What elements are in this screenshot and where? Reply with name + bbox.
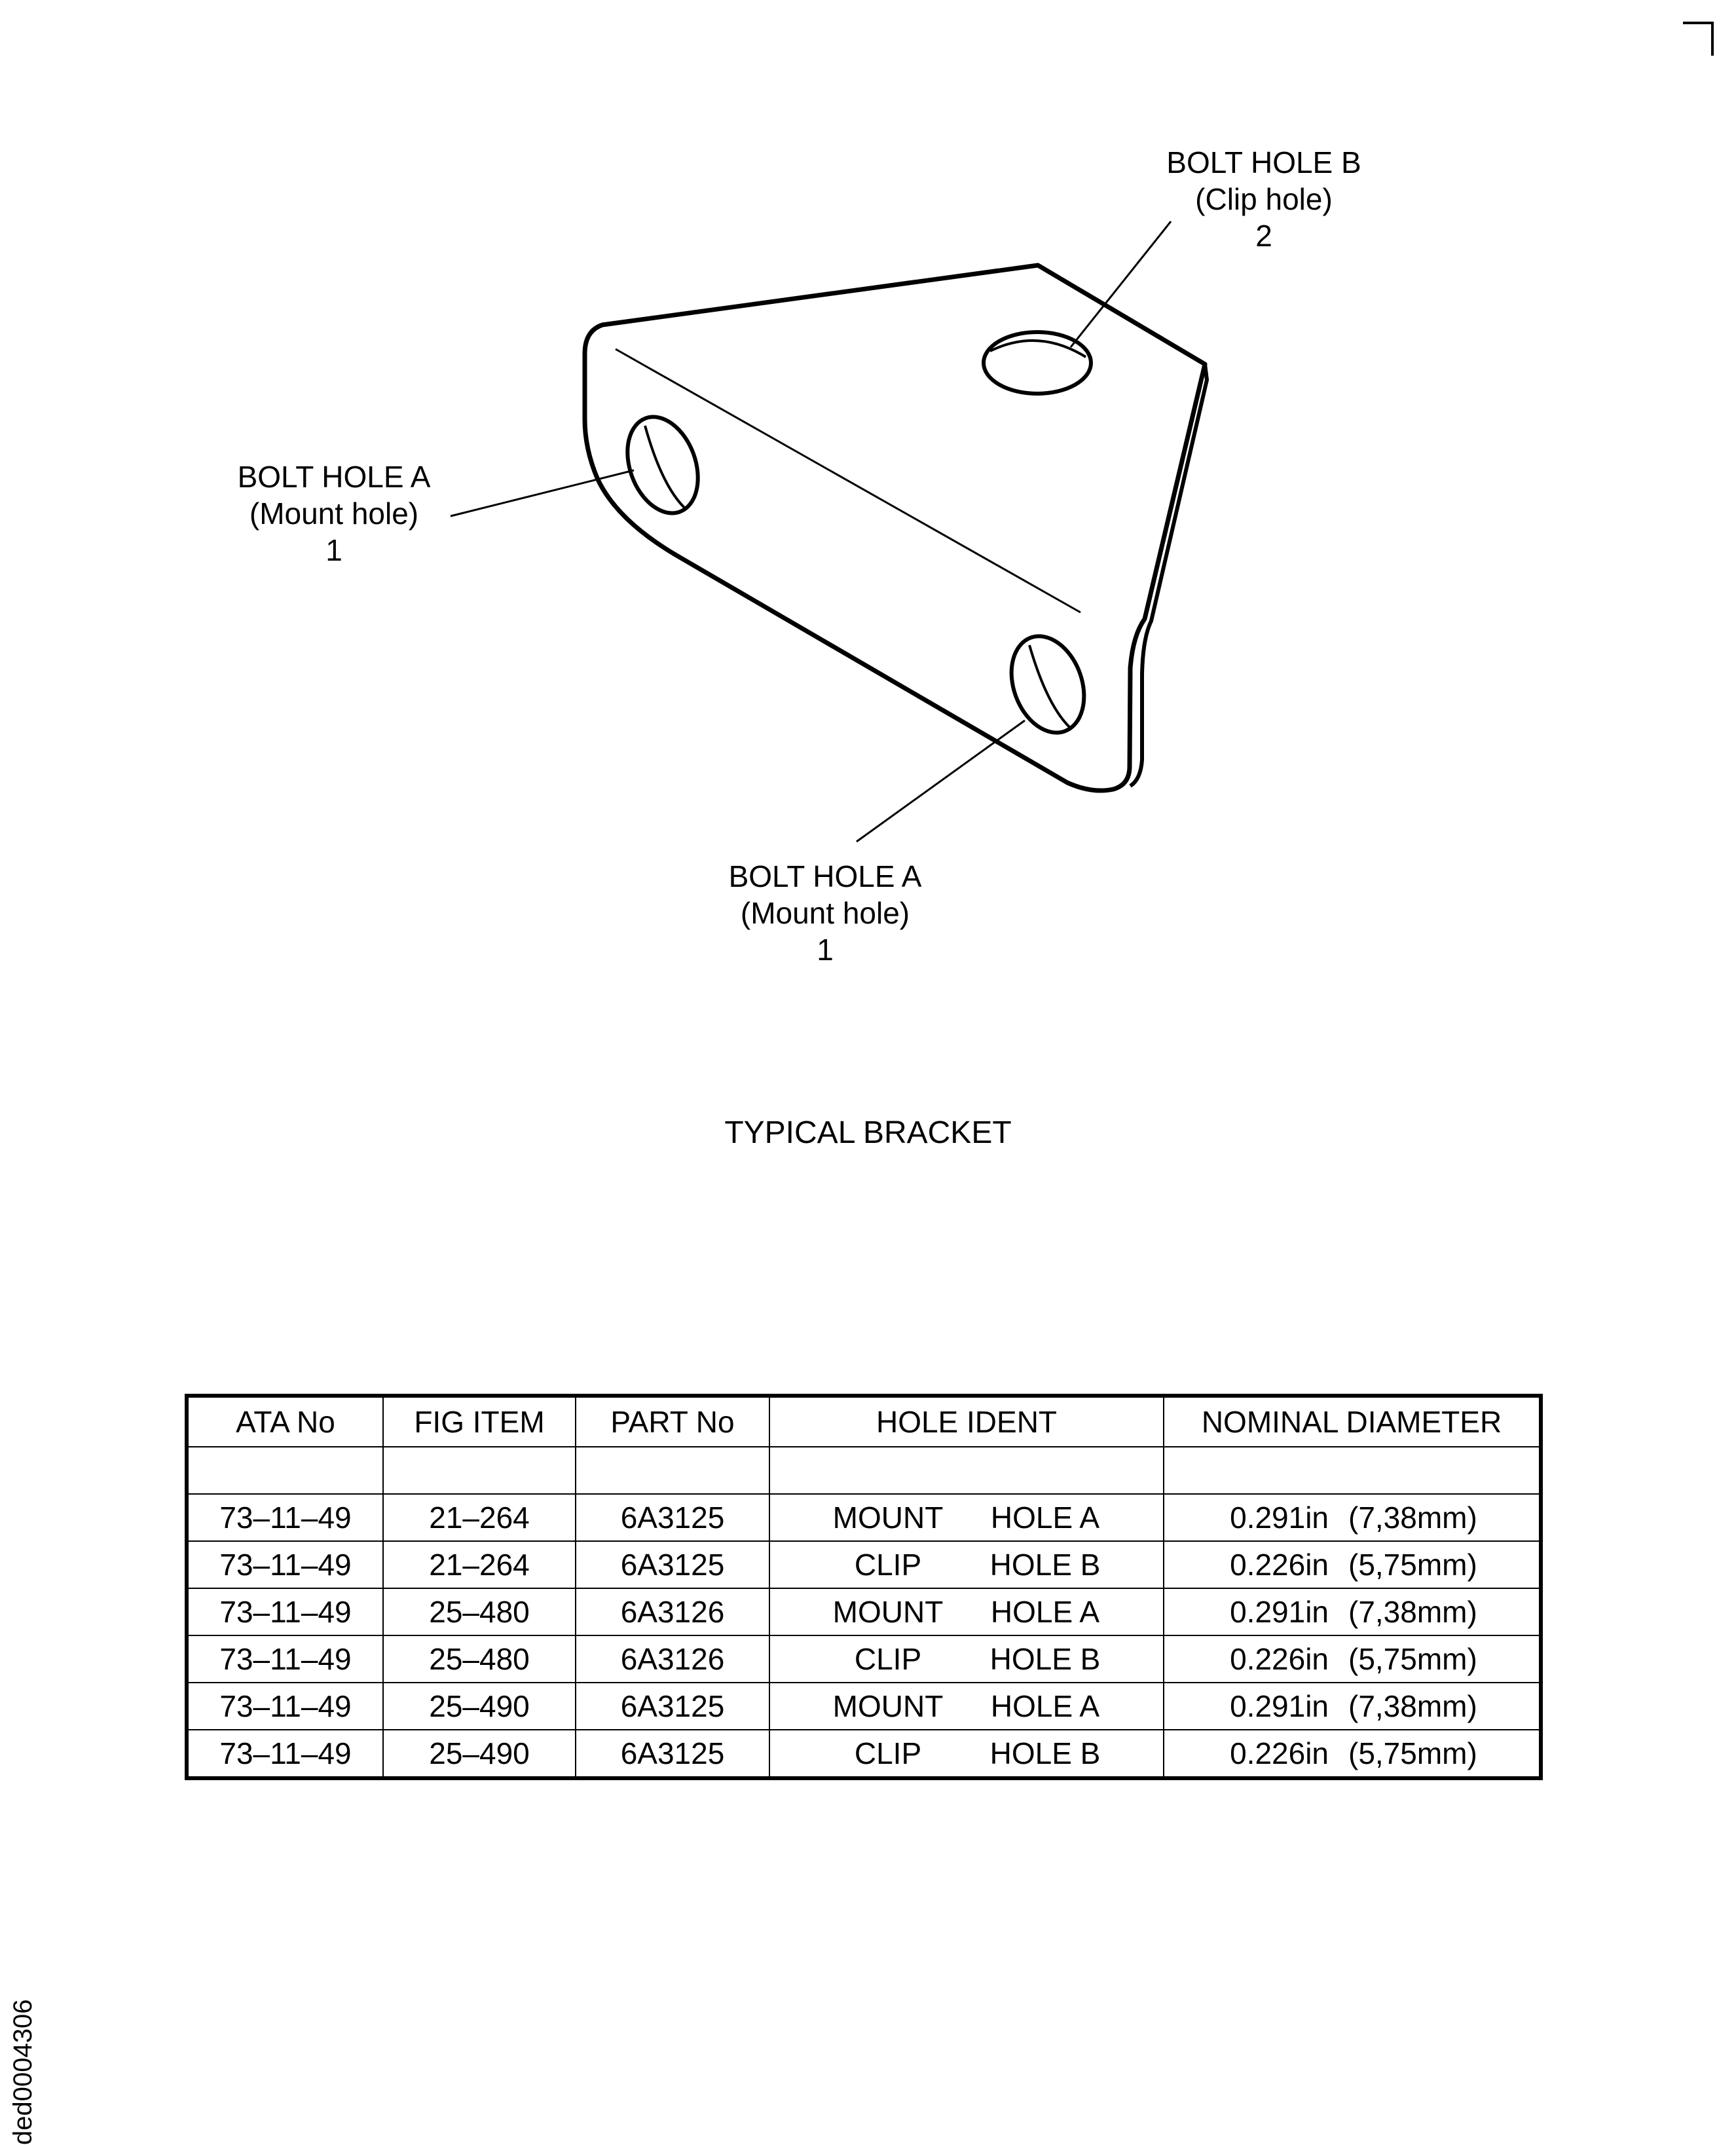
cell-ata: 73–11–49: [187, 1730, 383, 1778]
hole-id: HOLE A: [990, 1595, 1100, 1629]
diameter-inch: 0.226in: [1230, 1548, 1329, 1582]
cell-hole-ident: [769, 1494, 1164, 1541]
cell-fig-item: 21–264: [383, 1541, 576, 1588]
diameter-inch: 0.291in: [1230, 1689, 1329, 1723]
cell-part-no: 6A3126: [576, 1588, 769, 1635]
bracket-outline: [585, 265, 1205, 791]
diameter-inch: 0.291in: [1230, 1501, 1329, 1535]
cell-diameter: [1164, 1541, 1541, 1588]
cell-part-no: 6A3125: [576, 1730, 769, 1778]
callout-title: BOLT HOLE A: [728, 859, 922, 893]
hole-spec-table: [185, 1394, 1543, 1780]
callout-bolt-hole-b: [1133, 144, 1395, 254]
leader-hole-a-bottom: [857, 720, 1025, 842]
cell-diameter: [1164, 1588, 1541, 1635]
cell-diameter: [1164, 1683, 1541, 1730]
cell-part-no: 6A3125: [576, 1494, 769, 1541]
table-row: [187, 1588, 1541, 1635]
diameter-inch: 0.226in: [1230, 1642, 1329, 1676]
spacer-cell: [1164, 1447, 1541, 1494]
diameter-mm: (5,75mm): [1348, 1642, 1477, 1676]
diameter-mm: (5,75mm): [1348, 1548, 1477, 1582]
cell-hole-ident: [769, 1635, 1164, 1683]
callout-bolt-hole-a-bottom: [688, 858, 963, 968]
diameter-mm: (5,75mm): [1348, 1736, 1477, 1770]
callout-title: BOLT HOLE A: [237, 460, 431, 494]
diameter-inch: 0.226in: [1230, 1736, 1329, 1770]
callout-number: 1: [325, 533, 342, 567]
cell-fig-item: 25–480: [383, 1635, 576, 1683]
header-ata-no: ATA No: [187, 1396, 383, 1447]
cell-ata: 73–11–49: [187, 1588, 383, 1635]
hole-type: MOUNT: [832, 1595, 944, 1629]
cell-ata: 73–11–49: [187, 1635, 383, 1683]
hole-id: HOLE B: [989, 1548, 1101, 1582]
cell-diameter: [1164, 1730, 1541, 1778]
diameter-mm: (7,38mm): [1348, 1501, 1477, 1535]
spacer-cell: [187, 1447, 383, 1494]
cell-diameter: [1164, 1494, 1541, 1541]
cell-fig-item: 25–490: [383, 1683, 576, 1730]
table-spacer-row: [187, 1447, 1541, 1494]
hole-id: HOLE B: [989, 1642, 1101, 1676]
callout-title: BOLT HOLE B: [1166, 145, 1361, 179]
figure-title: TYPICAL BRACKET: [724, 1115, 1012, 1150]
corner-mark: [1683, 23, 1712, 56]
cell-part-no: 6A3125: [576, 1541, 769, 1588]
hole-id: HOLE A: [990, 1501, 1100, 1535]
hole-type: CLIP: [854, 1736, 922, 1770]
callout-bolt-hole-a-left: [196, 458, 471, 569]
callout-number: 2: [1255, 219, 1272, 253]
diameter-inch: 0.291in: [1230, 1595, 1329, 1629]
cell-ata: 73–11–49: [187, 1541, 383, 1588]
table-row: [187, 1635, 1541, 1683]
cell-fig-item: 25–480: [383, 1588, 576, 1635]
spacer-cell: [769, 1447, 1164, 1494]
callout-subtitle: (Clip hole): [1195, 182, 1333, 216]
cell-hole-ident: [769, 1541, 1164, 1588]
table-row: [187, 1683, 1541, 1730]
hole-id: HOLE A: [990, 1689, 1100, 1723]
cell-hole-ident: [769, 1588, 1164, 1635]
cell-diameter: [1164, 1635, 1541, 1683]
hole-type: MOUNT: [832, 1501, 944, 1535]
cell-fig-item: 25–490: [383, 1730, 576, 1778]
table-header-row: [187, 1396, 1541, 1447]
table-row: [187, 1541, 1541, 1588]
spacer-cell: [383, 1447, 576, 1494]
diameter-mm: (7,38mm): [1348, 1595, 1477, 1629]
spacer-cell: [576, 1447, 769, 1494]
cell-ata: 73–11–49: [187, 1494, 383, 1541]
drawing-id: ded0004306: [9, 1999, 37, 2145]
cell-ata: 73–11–49: [187, 1683, 383, 1730]
table-row: [187, 1730, 1541, 1778]
callout-subtitle: (Mount hole): [249, 496, 419, 531]
header-fig-item: FIG ITEM: [383, 1396, 576, 1447]
header-part-no: PART No: [576, 1396, 769, 1447]
cell-part-no: 6A3125: [576, 1683, 769, 1730]
callout-subtitle: (Mount hole): [740, 896, 910, 930]
callout-number: 1: [817, 933, 834, 967]
diameter-mm: (7,38mm): [1348, 1689, 1477, 1723]
hole-type: MOUNT: [832, 1689, 944, 1723]
header-nominal-diameter: NOMINAL DIAMETER: [1164, 1396, 1541, 1447]
table-row: [187, 1494, 1541, 1541]
hole-id: HOLE B: [989, 1736, 1101, 1770]
hole-type: CLIP: [854, 1548, 922, 1582]
header-hole-ident: HOLE IDENT: [769, 1396, 1164, 1447]
cell-hole-ident: [769, 1683, 1164, 1730]
cell-part-no: 6A3126: [576, 1635, 769, 1683]
hole-type: CLIP: [854, 1642, 922, 1676]
cell-hole-ident: [769, 1730, 1164, 1778]
cell-fig-item: 21–264: [383, 1494, 576, 1541]
